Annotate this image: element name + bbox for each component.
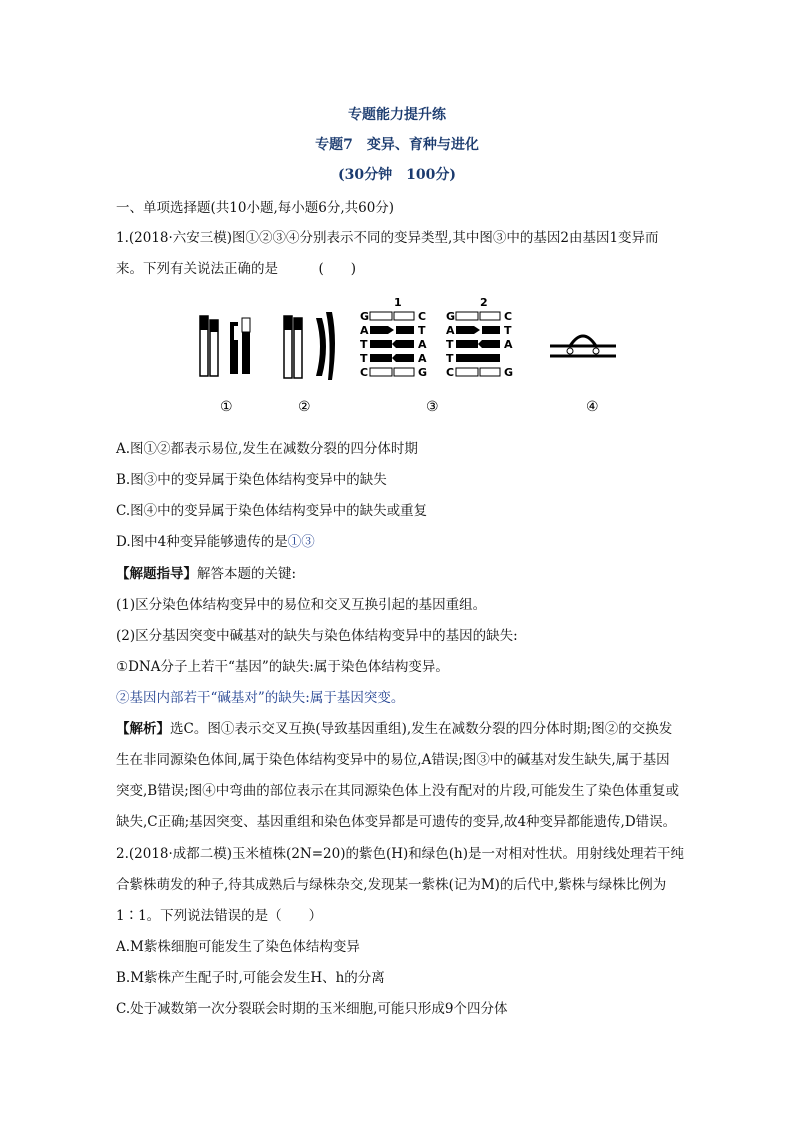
time-score: (30分钟 100分) [338,167,456,183]
q1-option-c: C.图④中的变异属于染色体结构变异中的缺失或重复 [116,503,428,519]
svg-text:A: A [418,338,427,351]
svg-text:G: G [360,310,370,323]
svg-text:A: A [418,352,427,365]
guide-tag: 【解题指导】 [116,566,197,582]
svg-text:A: A [504,338,513,351]
guide-point-1: (1)区分染色体结构变异中的易位和交叉互换引起的基因重组。 [116,597,487,613]
analysis-line-3: 突变,B错误;图④中弯曲的部位表示在其同源染色体上没有配对的片段,可能发生了染色体重复或 [116,783,680,799]
q2-stem-line1: 2.(2018·成都二模)玉米植株(2N=20)的紫色(H)和绿色(h)是一对相对性状。用射线处理若干纯 [116,846,685,862]
svg-text:G: G [418,366,428,379]
page-title: 专题能力提升练 [348,107,446,123]
analysis-line-2: 生在非同源染色体间,属于染色体结构变异中的易位,A错误;图③中的碱基对发生缺失,属于基因 [116,752,670,768]
q1-option-a: A.图①②都表示易位,发生在减数分裂的四分体时期 [116,441,418,457]
figure-4-loop [550,336,616,356]
figure-2-translocation [284,312,335,380]
svg-text:T: T [418,324,426,337]
svg-text:C: C [360,366,369,379]
figure-label-3: ③ [426,399,439,415]
svg-text:A: A [446,324,455,337]
gene1-number: 1 [394,296,402,309]
svg-text:C: C [504,310,513,323]
q1-stem-line1: 1.(2018·六安三模)图①②③④分别表示不同的变异类型,其中图③中的基因2由基因1变异而 [116,230,659,246]
gene2-bars [456,312,500,376]
section-heading: 一、单项选择题(共10小题,每小题6分,共60分) [116,200,395,216]
q2-option-c: C.处于减数第一次分裂联会时期的玉米细胞,可能只形成9个四分体 [116,1001,508,1017]
gene2-right-bases [504,310,513,379]
svg-text:A: A [360,324,369,337]
q1-option-d [116,530,315,550]
page-subtitle: 专题7 变异、育种与进化 [315,137,479,153]
svg-text:G: G [446,310,456,323]
q1-option-b: B.图③中的变异属于染色体结构变异中的缺失 [116,472,387,488]
q2-option-b: B.M紫株产生配子时,可能会发生H、h的分离 [116,970,385,986]
figure-label-4: ④ [586,399,599,415]
figure-3-gene-mutation [360,296,513,379]
variation-figure [190,296,630,426]
q1-stem-line2: 来。下列有关说法正确的是 ( ) [116,261,357,277]
q1-option-d-highlight: ①③ [287,534,315,550]
svg-text:C: C [446,366,455,379]
gene1-left-bases [360,310,369,379]
gene1-right-bases [418,310,427,379]
guide-heading [116,562,296,582]
gene2-left-bases [446,310,455,379]
q2-option-a: A.M紫株细胞可能发生了染色体结构变异 [116,939,360,955]
gene1-bars [370,312,414,376]
svg-text:T: T [360,352,368,365]
figure-label-1: ① [220,399,233,415]
analysis-tag: 【解析】 [116,721,170,737]
analysis-line-4: 缺失,C正确;基因突变、基因重组和染色体变异都是可遗传的变异,故4种变异都能遗传,D错误。 [116,814,677,830]
figure-1-crossing-over [200,316,250,376]
svg-text:T: T [504,324,512,337]
analysis-text-1: 选C。图①表示交叉互换(导致基因重组),发生在减数分裂的四分体时期;图②的交换发 [170,721,673,737]
svg-text:C: C [418,310,427,323]
guide-point-2: (2)区分基因突变中碱基对的缺失与染色体结构变异中的基因的缺失: [116,628,518,644]
svg-text:G: G [504,366,514,379]
svg-text:T: T [446,352,454,365]
guide-point-4: ②基因内部若干“碱基对”的缺失:属于基因突变。 [116,690,405,706]
guide-intro: 解答本题的关键: [197,566,297,582]
analysis-line-1 [116,717,672,737]
q2-stem-line2: 合紫株萌发的种子,待其成熟后与绿株杂交,发现某一紫株(记为M)的后代中,紫株与绿株比例为 [116,877,667,893]
guide-point-3: ①DNA分子上若干“基因”的缺失:属于染色体结构变异。 [116,659,449,675]
figure-label-2: ② [298,399,311,415]
q2-stem-line3: 1∶1。下列说法错误的是（ ） [116,908,323,924]
svg-text:T: T [360,338,368,351]
gene2-number: 2 [480,296,488,309]
svg-text:T: T [446,338,454,351]
q1-option-d-text: D.图中4种变异能够遗传的是 [116,534,288,550]
figure-labels [220,399,599,415]
